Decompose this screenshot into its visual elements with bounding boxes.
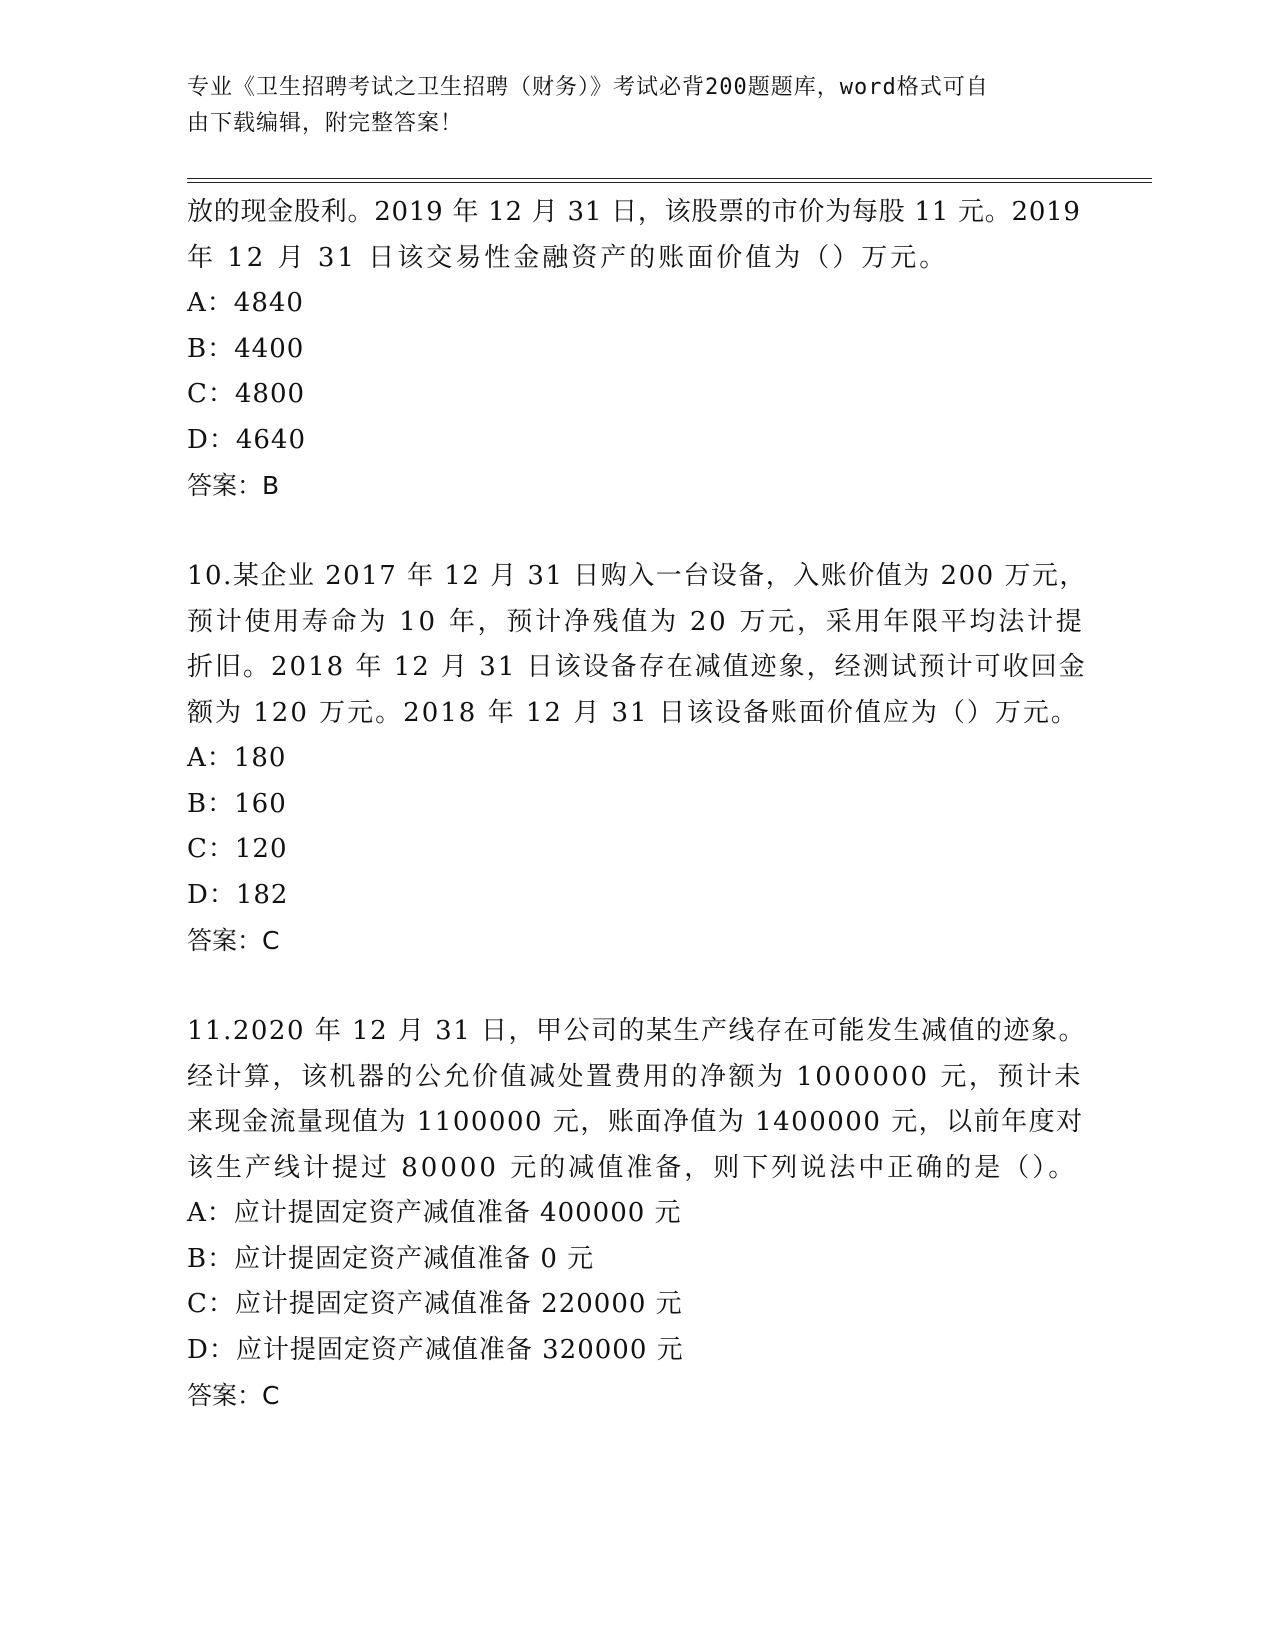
- answer: 答案：C: [187, 1381, 280, 1410]
- question-text-line: 10.某企业 2017 年 12 月 31 日购入一台设备，入账价值为 200 万元，: [187, 561, 1087, 591]
- option-b: B：160: [187, 788, 287, 819]
- option-d: D：应计提固定资产减值准备 320000 元: [187, 1334, 684, 1365]
- question-text-line: 11.2020 年 12 月 31 日，甲公司的某生产线存在可能发生减值的迹象。: [187, 1016, 1087, 1046]
- question-text-line: 预计使用寿命为 10 年，预计净残值为 20 万元，采用年限平均法计提: [187, 606, 1085, 637]
- question-10: [187, 554, 1087, 964]
- header-rule-top: [187, 178, 1152, 179]
- question-11: [187, 1009, 1087, 1419]
- option-b: B：应计提固定资产减值准备 0 元: [187, 1243, 595, 1274]
- option-c: C：应计提固定资产减值准备 220000 元: [187, 1289, 683, 1319]
- option-a: A：4840: [187, 288, 304, 318]
- header-rule-bottom: [187, 182, 1152, 183]
- question-text-line: 放的现金股利。2019 年 12 月 31 日，该股票的市价为每股 11 元。2019: [187, 197, 1081, 227]
- document-header: [187, 70, 1087, 142]
- option-a: A：180: [187, 743, 287, 773]
- question-text-line: 额为 120 万元。2018 年 12 月 31 日该设备账面价值应为（）万元。: [187, 697, 1079, 728]
- question-text-line: 折旧。2018 年 12 月 31 日该设备存在减值迹象，经测试预计可收回金: [187, 652, 1087, 682]
- option-c: C：4800: [187, 379, 306, 409]
- question-text-line: 年 12 月 31 日该交易性金融资产的账面价值为（）万元。: [187, 242, 949, 273]
- option-c: C：120: [187, 834, 288, 864]
- answer: 答案：C: [187, 926, 280, 955]
- option-d: D：182: [187, 879, 289, 910]
- question-text-line: 该生产线计提过 80000 元的减值准备，则下列说法中正确的是（）。: [187, 1152, 1078, 1183]
- option-a: A：应计提固定资产减值准备 400000 元: [187, 1198, 682, 1228]
- question-text-line: 来现金流量现值为 1100000 元，账面净值为 1400000 元，以前年度对: [187, 1107, 1084, 1137]
- answer: 答案：B: [187, 471, 280, 500]
- header-line-1: 专业《卫生招聘考试之卫生招聘（财务）》考试必背200题题库，word格式可自: [187, 75, 989, 100]
- option-b: B：4400: [187, 333, 305, 364]
- option-d: D：4640: [187, 424, 307, 455]
- document-body: [187, 190, 1087, 1419]
- question-9: [187, 190, 1087, 509]
- question-text-line: 经计算，该机器的公允价值减处置费用的净额为 1000000 元，预计未: [187, 1061, 1083, 1092]
- header-line-2: 由下载编辑，附完整答案！: [187, 111, 464, 136]
